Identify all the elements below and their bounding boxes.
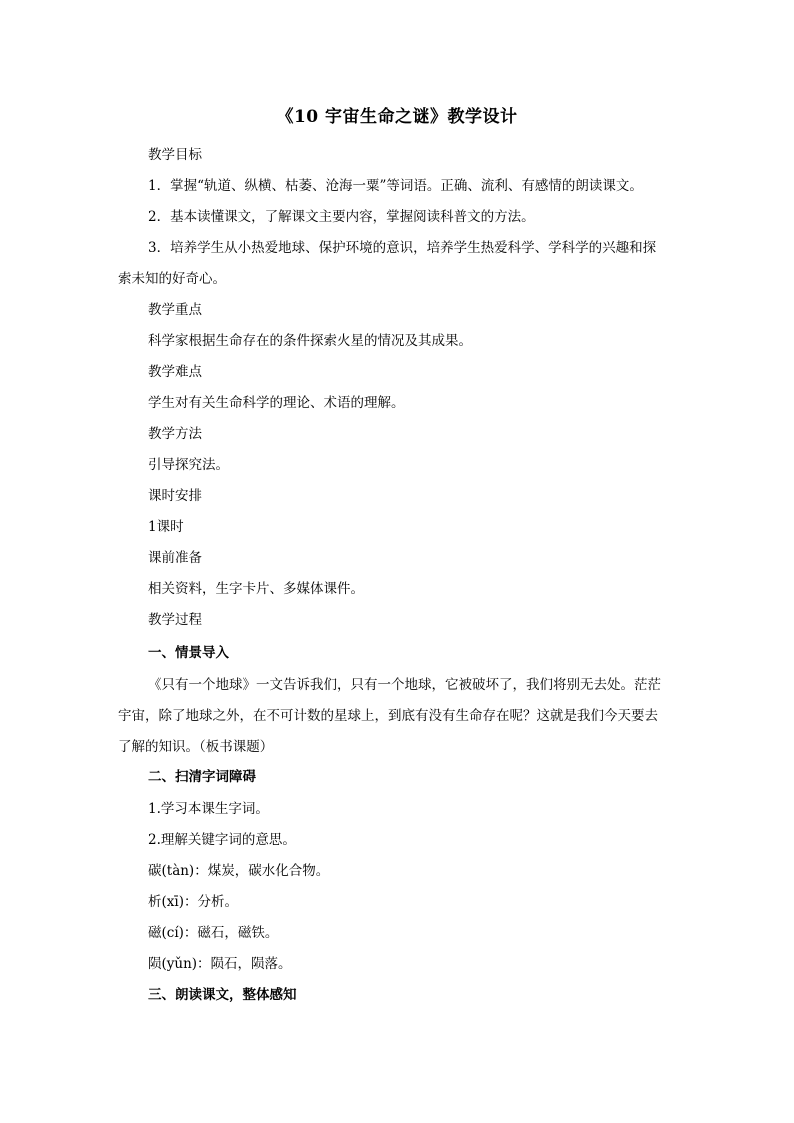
document-title: 《10 宇宙生命之谜》教学设计 (276, 107, 518, 127)
difficulties-text: 学生对有关生命科学的理论、术语的理解。 (148, 395, 405, 411)
preparation-text: 相关资料，生字卡片、多媒体课件。 (148, 581, 364, 597)
step-heading-vocabulary: 二、扫清字词障碍 (148, 769, 256, 785)
goal-item-3: 3．培养学生从小热爱地球、保护环境的意识，培养学生热爱科学、学科学的兴趣和探 (148, 240, 657, 256)
schedule-text: 1课时 (148, 519, 184, 535)
vocabulary-item-2: 2.理解关键字词的意思。 (148, 832, 296, 848)
section-heading-method: 教学方法 (148, 426, 202, 442)
step-heading-reading: 三、朗读课文，整体感知 (148, 987, 297, 1003)
section-heading-preparation: 课前准备 (148, 550, 202, 566)
step-heading-intro: 一、情景导入 (148, 645, 229, 661)
vocab-word-ci: 磁(cí)：磁石，磁铁。 (148, 925, 279, 941)
section-heading-key-points: 教学重点 (148, 302, 202, 318)
key-points-text: 科学家根据生命存在的条件探索火星的情况及其成果。 (148, 333, 472, 349)
intro-paragraph-line-1: 《只有一个地球》一文告诉我们，只有一个地球，它被破坏了，我们将别无去处。茫茫 (148, 677, 661, 693)
vocabulary-item-1: 1.学习本课生字词。 (148, 801, 269, 817)
method-text: 引导探究法。 (148, 457, 229, 473)
vocab-word-xi: 析(xī)：分析。 (148, 894, 238, 910)
vocab-word-tan: 碳(tàn)：煤炭，碳水化合物。 (148, 863, 330, 879)
section-heading-difficulties: 教学难点 (148, 364, 202, 380)
section-heading-goals: 教学目标 (148, 147, 202, 163)
intro-paragraph-line-2: 宇宙，除了地球之外，在不可计数的星球上，到底有没有生命存在呢？这就是我们今天要去 (118, 708, 658, 724)
section-heading-process: 教学过程 (148, 612, 202, 628)
goal-item-2: 2．基本读懂课文，了解课文主要内容，掌握阅读科普文的方法。 (148, 209, 535, 225)
intro-paragraph-line-3: 了解的知识。（板书课题） (118, 739, 274, 755)
section-heading-schedule: 课时安排 (148, 488, 202, 504)
vocab-word-yun: 陨(yǔn)：陨石，陨落。 (148, 956, 292, 972)
goal-item-1: 1．掌握“轨道、纵横、枯萎、沧海一粟”等词语。正确、流利、有感情的朗读课文。 (148, 178, 643, 194)
goal-item-3-continued: 索未知的好奇心。 (118, 271, 226, 287)
